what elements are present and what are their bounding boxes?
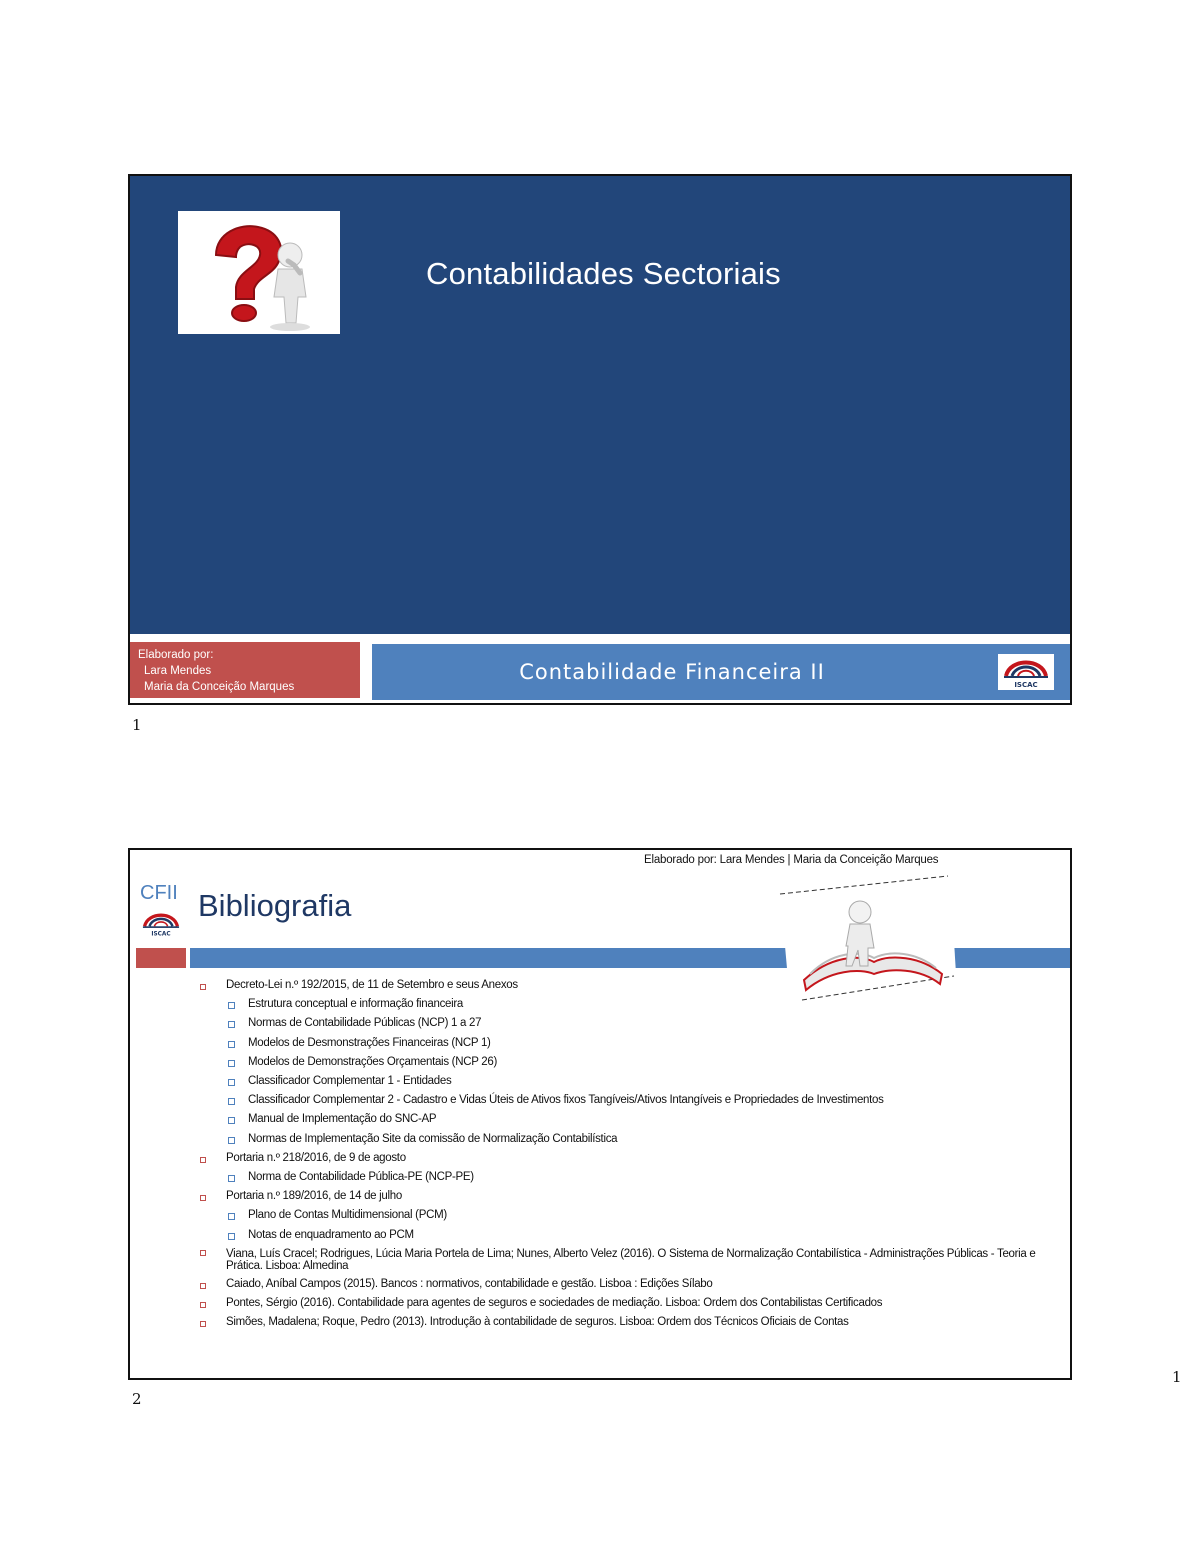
side-page-number: 1	[1172, 1368, 1182, 1386]
iscac-logo	[138, 908, 184, 938]
bibliography-text: Portaria n.º 189/2016, de 14 de julho	[226, 1190, 402, 1203]
author-line: Elaborado por: Lara Mendes | Maria da Conceição Marques	[644, 854, 939, 866]
slide-1-title-area	[130, 176, 1070, 634]
author-name: Lara Mendes	[144, 665, 212, 677]
accent-bar-red	[136, 948, 186, 968]
square-bullet-red-icon	[200, 1283, 206, 1289]
bibliography-item	[200, 1072, 1060, 1091]
bibliography-item	[200, 1110, 1060, 1129]
bibliography-item	[200, 976, 1060, 995]
iscac-logo	[998, 654, 1054, 690]
slide-2-title: Bibliografia	[198, 888, 352, 923]
bibliography-text: Classificador Complementar 2 - Cadastro e Vidas Úteis de Ativos fixos Tangíveis/Ativos Intangíveis e Propriedades de Investimentos	[248, 1094, 884, 1107]
bibliography-item	[200, 1130, 1060, 1149]
square-bullet-icon	[228, 1137, 235, 1144]
bibliography-item	[200, 1187, 1060, 1206]
square-bullet-icon	[228, 1079, 235, 1086]
square-bullet-icon	[228, 1233, 235, 1240]
course-title: Contabilidade Financeira II	[519, 660, 825, 684]
bibliography-text: Modelos de Demonstrações Orçamentais (NCP 26)	[248, 1055, 497, 1068]
bibliography-text: Modelos de Desmonstrações Financeiras (NCP 1)	[248, 1036, 491, 1049]
bibliography-item	[200, 1245, 1060, 1275]
bibliography-item	[200, 1168, 1060, 1187]
bibliography-text: Simões, Madalena; Roque, Pedro (2013). Introdução à contabilidade de seguros. Lisboa: Ordem dos Técnicos Oficiais de Contas	[226, 1316, 849, 1329]
bibliography-text: Normas de Implementação Site da comissão de Normalização Contabilística	[248, 1132, 618, 1145]
slide-2	[128, 848, 1072, 1380]
bibliography-text: Portaria n.º 218/2016, de 9 de agosto	[226, 1151, 406, 1164]
bibliography-item	[200, 1149, 1060, 1168]
footer-label: Elaborado por:	[138, 649, 214, 661]
square-bullet-icon	[228, 1175, 235, 1182]
square-bullet-red-icon	[200, 1157, 206, 1163]
square-bullet-red-icon	[200, 984, 206, 990]
svg-text:ISCAC: ISCAC	[151, 931, 171, 938]
slide-1	[128, 174, 1072, 705]
page-number: 1	[132, 716, 142, 734]
svg-text:ISCAC: ISCAC	[1014, 681, 1038, 689]
square-bullet-icon	[228, 1098, 235, 1105]
question-mark-illustration	[178, 211, 340, 334]
bibliography-text: Pontes, Sérgio (2016). Contabilidade para agentes de seguros e sociedades de mediação. Lisboa: Ordem dos Contabilistas Certificados	[226, 1297, 883, 1310]
bibliography-text: Normas de Contabilidade Públicas (NCP) 1 a 27	[248, 1017, 482, 1030]
bibliography-text: Norma de Contabilidade Pública-PE (NCP-PE)	[248, 1171, 474, 1184]
page-number: 2	[132, 1390, 142, 1408]
bibliography-text: Classificador Complementar 1 - Entidades	[248, 1075, 452, 1088]
square-bullet-icon	[228, 1002, 235, 1009]
bibliography-item	[200, 1091, 1060, 1110]
bibliography-list	[200, 976, 1060, 1332]
square-bullet-red-icon	[200, 1302, 206, 1308]
square-bullet-icon	[228, 1021, 235, 1028]
bibliography-item	[200, 1014, 1060, 1033]
bibliography-text: Viana, Luís Cracel; Rodrigues, Lúcia Maria Portela de Lima; Nunes, Alberto Velez (2016). O Sistema de Normalização Contabilística - Administrações Públicas - Teoria e Prática. Lisboa: Almedina	[226, 1247, 1036, 1272]
course-code: CFII	[140, 882, 178, 904]
bibliography-item	[200, 1275, 1060, 1294]
bibliography-item	[200, 1206, 1060, 1225]
bibliography-text: Estrutura conceptual e informação financeira	[248, 998, 464, 1011]
square-bullet-red-icon	[200, 1250, 206, 1256]
author-box	[130, 642, 360, 698]
square-bullet-red-icon	[200, 1321, 206, 1327]
bibliography-item	[200, 1294, 1060, 1313]
course-banner	[372, 644, 1070, 700]
square-bullet-icon	[228, 1060, 235, 1067]
square-bullet-icon	[228, 1213, 235, 1220]
square-bullet-icon	[228, 1041, 235, 1048]
bibliography-item	[200, 1034, 1060, 1053]
bibliography-text: Notas de enquadramento ao PCM	[248, 1228, 414, 1241]
bibliography-item	[200, 1313, 1060, 1332]
bibliography-item	[200, 1053, 1060, 1072]
bibliography-item	[200, 995, 1060, 1014]
bibliography-text: Plano de Contas Multidimensional (PCM)	[248, 1209, 447, 1222]
slide-1-title: Contabilidades Sectoriais	[426, 256, 781, 291]
bibliography-item	[200, 1226, 1060, 1245]
author-name: Maria da Conceição Marques	[144, 681, 295, 693]
square-bullet-icon	[228, 1117, 235, 1124]
bibliography-text: Manual de Implementação do SNC-AP	[248, 1113, 437, 1126]
bibliography-text: Caiado, Aníbal Campos (2015). Bancos : normativos, contabilidade e gestão. Lisboa : Edições Sílabo	[226, 1277, 713, 1290]
square-bullet-red-icon	[200, 1195, 206, 1201]
bibliography-text: Decreto-Lei n.º 192/2015, de 11 de Setembro e seus Anexos	[226, 979, 518, 991]
